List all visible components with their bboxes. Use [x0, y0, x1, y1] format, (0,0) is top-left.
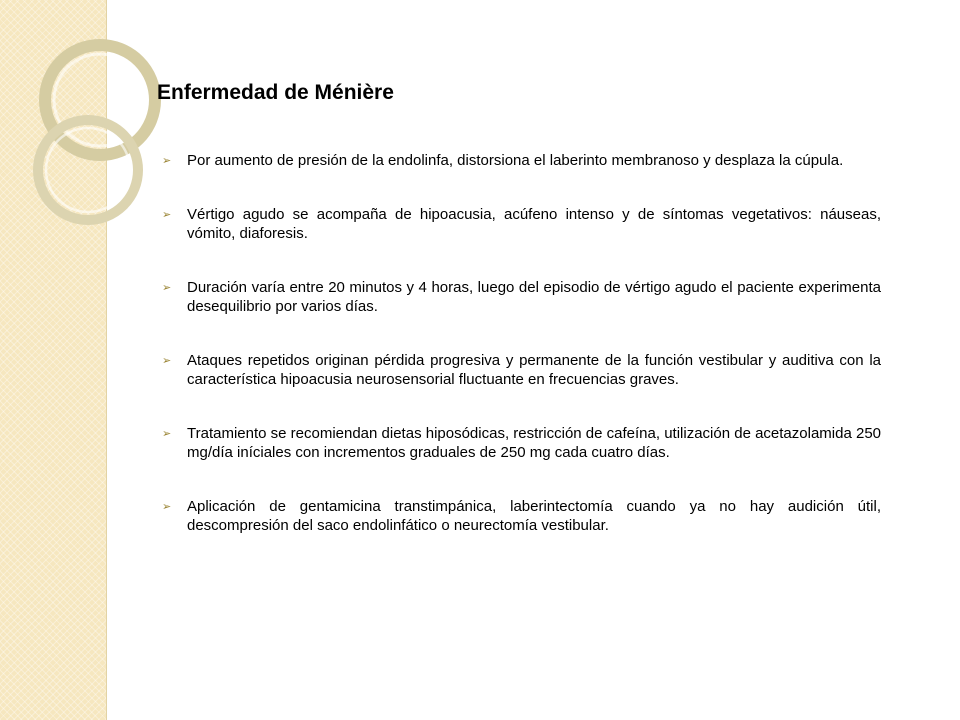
list-item: [157, 278, 881, 316]
list-item: [157, 351, 881, 389]
bullet-text: Duración varía entre 20 minutos y 4 horas, luego del episodio de vértigo agudo el paciente experimenta desequilibrio por varios días.: [187, 279, 881, 316]
bullet-text: Vértigo agudo se acompaña de hipoacusia, acúfeno intenso y de síntomas vegetativos: náuseas, vómito, diaforesis.: [187, 206, 881, 243]
arrow-bullet-icon: ➢: [162, 355, 172, 368]
bullet-text: Por aumento de presión de la endolinfa, distorsiona el laberinto membranoso y desplaza la cúpula.: [187, 152, 844, 170]
bullet-text: Aplicación de gentamicina transtimpánica, laberintectomía cuando ya no hay audición útil, descompresión del saco endolinfático o neurectomía vestibular.: [187, 498, 881, 535]
arrow-bullet-icon: ➢: [162, 282, 172, 295]
list-item: [157, 497, 881, 535]
bullet-text: Tratamiento se recomiendan dietas hiposódicas, restricción de cafeína, utilización de acetazolamida 250 mg/día iníciales con incrementos graduales de 250 mg cada cuatro días.: [187, 425, 881, 462]
bullet-list: [157, 151, 881, 535]
arrow-bullet-icon: ➢: [162, 428, 172, 441]
arrow-bullet-icon: ➢: [162, 209, 172, 222]
slide-title: Enfermedad de Ménière: [157, 81, 394, 104]
bullet-text: Ataques repetidos originan pérdida progresiva y permanente de la función vestibular y auditiva con la característica hipoacusia neurosensorial fluctuante en frecuencias graves.: [187, 352, 881, 389]
list-item: [157, 205, 881, 243]
slide-content: [157, 80, 881, 570]
arrow-bullet-icon: ➢: [162, 501, 172, 514]
arrow-bullet-icon: ➢: [162, 155, 172, 168]
list-item: [157, 151, 881, 170]
decorative-side-band: [0, 0, 107, 720]
list-item: [157, 424, 881, 462]
